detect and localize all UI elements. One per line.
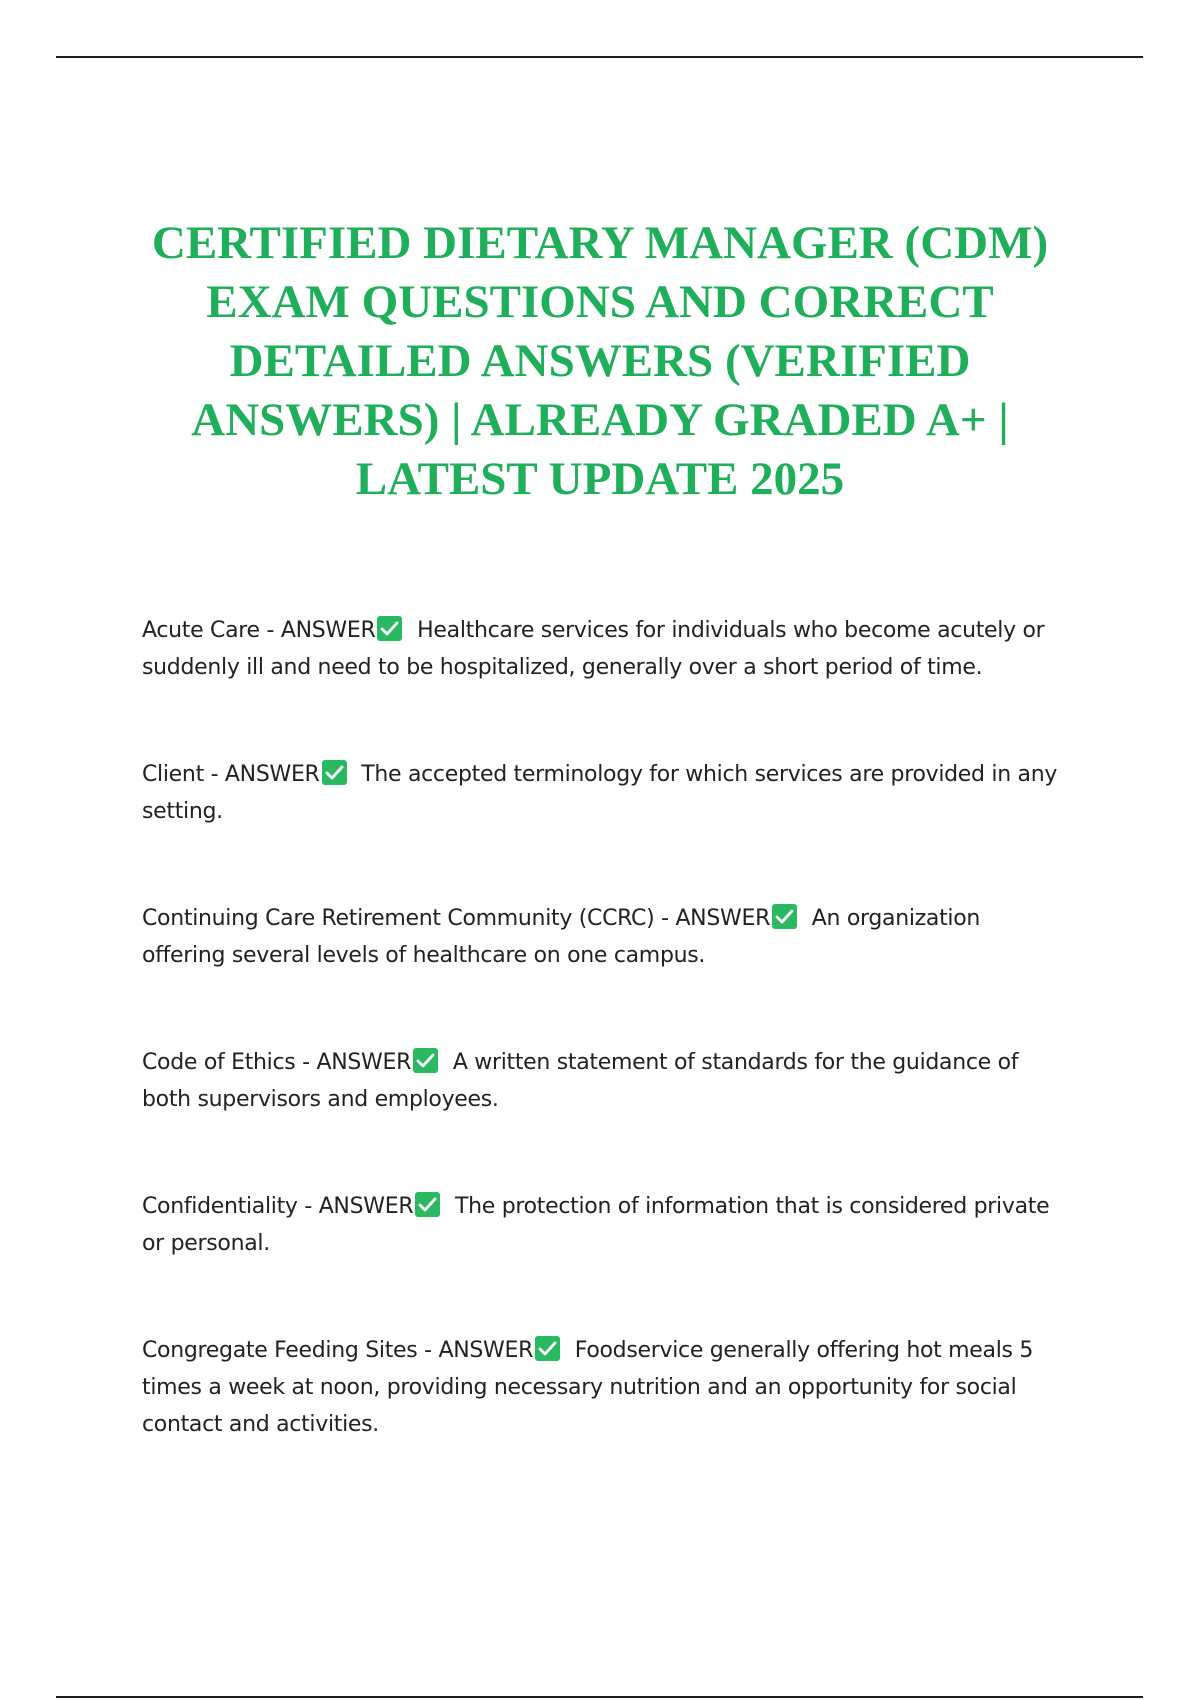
check-box-icon — [322, 760, 347, 785]
entry-answer: Healthcare services for individuals who become acutely or suddenly ill and need to be hospitalized, generally over a short period of time. — [142, 618, 1045, 680]
entry-term: Continuing Care Retirement Community (CCRC) — [142, 906, 655, 931]
answer-marker: ANSWER — [280, 618, 376, 643]
entry-answer: Foodservice generally offering hot meals 5 times a week at noon, providing necessary nutrition and an opportunity for social contact and activities. — [142, 1338, 1034, 1437]
check-box-icon — [377, 616, 402, 641]
bottom-rule — [56, 1696, 1143, 1698]
entry-answer: The accepted terminology for which services are provided in any setting. — [142, 762, 1058, 824]
glossary-entry: Code of Ethics - ANSWER A written statement of standards for the guidance of both supervisors and employees. — [142, 1050, 1019, 1112]
document-title: CERTIFIED DIETARY MANAGER (CDM) EXAM QUESTIONS AND CORRECT DETAILED ANSWERS (VERIFIED ANSWERS) | ALREADY GRADED A+ | LATEST UPDATE 2025 — [151, 217, 1049, 505]
answer-marker: ANSWER — [224, 762, 320, 787]
check-box-icon — [413, 1048, 438, 1073]
entry-answer: An organization offering several levels of healthcare on one campus. — [142, 906, 981, 968]
entry-term: Client — [142, 762, 204, 787]
answer-marker: ANSWER — [318, 1194, 414, 1219]
answer-marker: ANSWER — [316, 1050, 412, 1075]
entry-answer: A written statement of standards for the guidance of both supervisors and employees. — [142, 1050, 1019, 1112]
answer-marker: ANSWER — [438, 1338, 534, 1363]
check-box-icon — [772, 904, 797, 929]
check-box-icon — [535, 1336, 560, 1361]
answer-marker: ANSWER — [675, 906, 771, 931]
glossary-entry: Client - ANSWER The accepted terminology for which services are provided in any setting. — [142, 762, 1058, 824]
entry-term: Congregate Feeding Sites — [142, 1338, 418, 1363]
entry-term: Code of Ethics — [142, 1050, 296, 1075]
entry-term: Confidentiality — [142, 1194, 298, 1219]
glossary-entry: Continuing Care Retirement Community (CCRC) - ANSWER An organization offering several levels of healthcare on one campus. — [142, 906, 981, 968]
entry-answer: The protection of information that is considered private or personal. — [142, 1194, 1050, 1256]
check-box-icon — [415, 1192, 440, 1217]
glossary-entry: Confidentiality - ANSWER The protection of information that is considered private or personal. — [142, 1194, 1050, 1256]
glossary-entry: Acute Care - ANSWER Healthcare services for individuals who become acutely or suddenly ill and need to be hospitalized, generally over a short period of time. — [142, 618, 1045, 680]
entry-term: Acute Care — [142, 618, 260, 643]
top-rule — [56, 56, 1143, 58]
glossary-entry: Congregate Feeding Sites - ANSWER Foodservice generally offering hot meals 5 times a week at noon, providing necessary nutrition and an opportunity for social contact and activities. — [142, 1338, 1034, 1437]
